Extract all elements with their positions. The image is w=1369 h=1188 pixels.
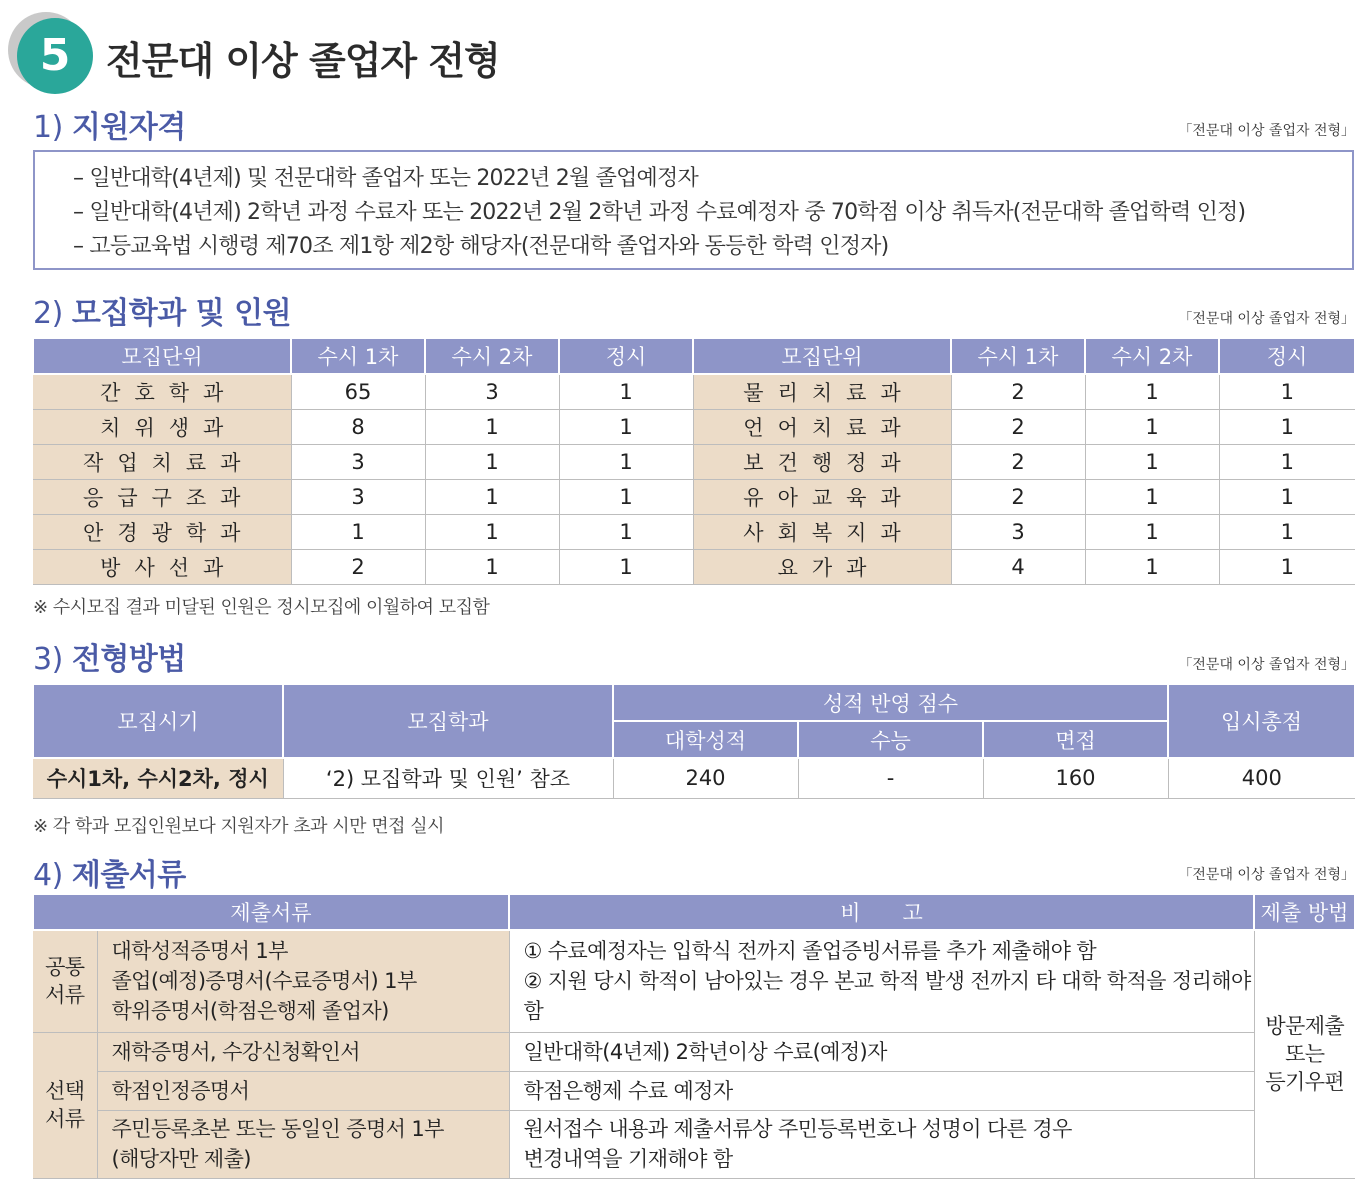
col-header: 수시 2차: [425, 338, 559, 374]
count-cell: 1: [425, 479, 559, 514]
dept-name-cell: 방사선과: [33, 549, 291, 584]
table-row: [33, 514, 1355, 549]
section-2-number: 2): [33, 296, 63, 331]
col-header: 수시 2차: [1085, 338, 1219, 374]
col-header-grade: 대학성적: [613, 721, 798, 758]
section-1-number: 1): [33, 110, 63, 145]
count-cell: 2: [951, 374, 1085, 409]
select-doc-cell: 학점인정증명서: [97, 1071, 509, 1110]
section-number-badge: 5: [17, 18, 93, 94]
count-cell: 8: [291, 409, 425, 444]
selection-note: ※ 각 학과 모집인원보다 지원자가 초과 시만 면접 실시: [33, 816, 445, 837]
count-cell: 3: [951, 514, 1085, 549]
col-header: 모집단위: [33, 338, 291, 374]
qualification-line: – 일반대학(4년제) 및 전문대학 졸업자 또는 2022년 2월 졸업예정자: [73, 166, 698, 191]
table-row: [33, 479, 1355, 514]
section-3-label: 전형방법: [71, 642, 186, 677]
section-4-title: [33, 850, 186, 894]
col-header: 수시 1차: [951, 338, 1085, 374]
common-docs-label: 공통 서류: [33, 930, 97, 1032]
col-header-total: 입시총점: [1168, 684, 1355, 758]
dept-name-cell: 응급구조과: [33, 479, 291, 514]
count-cell: 4: [951, 549, 1085, 584]
count-cell: 1: [1219, 549, 1355, 584]
common-docs-cell: [97, 930, 509, 1032]
select-doc-cell: 재학증명서, 수강신청확인서: [97, 1032, 509, 1071]
cell-total: 400: [1168, 758, 1355, 798]
col-header-method: 제출 방법: [1254, 894, 1355, 930]
table-row: [33, 1110, 1355, 1178]
count-cell: 1: [1085, 409, 1219, 444]
section-2-title: [33, 288, 291, 332]
col-header-docs: 제출서류: [33, 894, 509, 930]
count-cell: 1: [291, 514, 425, 549]
dept-name-cell: 보건행정과: [693, 444, 951, 479]
table-row: [33, 409, 1355, 444]
cell-period: 수시1차, 수시2차, 정시: [33, 758, 283, 798]
doc-item: 대학성적증명서 1부: [111, 939, 288, 964]
common-remarks-cell: [509, 930, 1254, 1032]
count-cell: 1: [425, 409, 559, 444]
count-cell: 3: [291, 444, 425, 479]
dept-name-cell: 언어치료과: [693, 409, 951, 444]
section-1-title: [33, 102, 186, 146]
count-cell: 3: [425, 374, 559, 409]
section-1-label: 지원자격: [71, 110, 186, 145]
count-cell: 2: [291, 549, 425, 584]
doc-item: 졸업(예정)증명서(수료증명서) 1부: [111, 969, 417, 994]
section-4-label: 제출서류: [71, 858, 186, 893]
table-row: [33, 930, 1355, 1032]
table-row: [33, 549, 1355, 584]
dept-name-cell: 간호학과: [33, 374, 291, 409]
section-3-ref: 「전문대 이상 졸업자 전형」: [1178, 657, 1355, 673]
dept-name-cell: 유아교육과: [693, 479, 951, 514]
count-cell: 1: [1219, 444, 1355, 479]
count-cell: 1: [425, 444, 559, 479]
recruitment-table: [32, 337, 1356, 585]
dept-name-cell: 요가과: [693, 549, 951, 584]
section-2-ref: 「전문대 이상 졸업자 전형」: [1178, 311, 1355, 327]
col-header: 모집단위: [693, 338, 951, 374]
cell-dept: ‘2) 모집학과 및 인원’ 참조: [283, 758, 613, 798]
dept-name-cell: 치위생과: [33, 409, 291, 444]
cell-grade: 240: [613, 758, 798, 798]
count-cell: 1: [1219, 514, 1355, 549]
count-cell: 1: [1219, 409, 1355, 444]
count-cell: 1: [1085, 549, 1219, 584]
submission-method-cell: 방문제출 또는 등기우편: [1254, 930, 1355, 1178]
dept-name-cell: 안경광학과: [33, 514, 291, 549]
page-title: 전문대 이상 졸업자 전형: [106, 39, 500, 83]
cell-interview: 160: [983, 758, 1168, 798]
section-2-label: 모집학과 및 인원: [71, 296, 292, 331]
count-cell: 1: [559, 409, 693, 444]
qualification-box: [33, 150, 1354, 270]
count-cell: 2: [951, 479, 1085, 514]
table-row: [33, 1071, 1355, 1110]
select-remark-cell: 원서접수 내용과 제출서류상 주민등록번호나 성명이 다른 경우 변경내역을 기재해야 함: [509, 1110, 1254, 1178]
count-cell: 1: [559, 514, 693, 549]
col-header-dept: 모집학과: [283, 684, 613, 758]
col-header-csat: 수능: [798, 721, 983, 758]
count-cell: 1: [1085, 479, 1219, 514]
table-row: [33, 758, 1355, 798]
count-cell: 1: [1085, 444, 1219, 479]
select-docs-label: 선택 서류: [33, 1032, 97, 1178]
count-cell: 1: [425, 514, 559, 549]
doc-item: 학위증명서(학점은행제 졸업자): [111, 999, 389, 1024]
count-cell: 1: [1085, 374, 1219, 409]
count-cell: 1: [559, 549, 693, 584]
count-cell: 3: [291, 479, 425, 514]
remark-item: ① 수료예정자는 입학식 전까지 졸업증빙서류를 추가 제출해야 함: [523, 939, 1097, 964]
table-row: [33, 444, 1355, 479]
documents-table: [32, 893, 1356, 1179]
col-header: 수시 1차: [291, 338, 425, 374]
col-header-remark: 비 고: [509, 894, 1254, 930]
col-header-interview: 면접: [983, 721, 1168, 758]
col-header-score: 성적 반영 점수: [613, 684, 1168, 721]
select-remark-cell: 일반대학(4년제) 2학년이상 수료(예정)자: [509, 1032, 1254, 1071]
table-row: [33, 1032, 1355, 1071]
section-1-ref: 「전문대 이상 졸업자 전형」: [1178, 123, 1355, 139]
count-cell: 1: [425, 549, 559, 584]
table-header-row: [33, 338, 1355, 374]
count-cell: 1: [1085, 514, 1219, 549]
count-cell: 1: [1219, 479, 1355, 514]
count-cell: 1: [559, 444, 693, 479]
select-doc-cell: 주민등록초본 또는 동일인 증명서 1부 (해당자만 제출): [97, 1110, 509, 1178]
select-remark-cell: 학점은행제 수료 예정자: [509, 1071, 1254, 1110]
table-row: [33, 374, 1355, 409]
section-3-number: 3): [33, 642, 63, 677]
count-cell: 1: [559, 374, 693, 409]
remark-item: ② 지원 당시 학적이 남아있는 경우 본교 학적 발생 전까지 타 대학 학적을 정리해야 함: [523, 969, 1251, 1024]
page-header: [8, 10, 708, 90]
count-cell: 2: [951, 444, 1085, 479]
cell-csat: -: [798, 758, 983, 798]
count-cell: 1: [1219, 374, 1355, 409]
qualification-line: – 고등교육법 시행령 제70조 제1항 제2항 해당자(전문대학 졸업자와 동등한 학력 인정자): [73, 234, 889, 259]
section-4-number: 4): [33, 858, 63, 893]
dept-name-cell: 작업치료과: [33, 444, 291, 479]
count-cell: 65: [291, 374, 425, 409]
col-header-period: 모집시기: [33, 684, 283, 758]
recruitment-note: ※ 수시모집 결과 미달된 인원은 정시모집에 이월하여 모집함: [33, 597, 490, 618]
col-header: 정시: [1219, 338, 1355, 374]
section-4-ref: 「전문대 이상 졸업자 전형」: [1178, 867, 1355, 883]
dept-name-cell: 물리치료과: [693, 374, 951, 409]
dept-name-cell: 사회복지과: [693, 514, 951, 549]
count-cell: 2: [951, 409, 1085, 444]
selection-method-table: [32, 683, 1356, 799]
count-cell: 1: [559, 479, 693, 514]
qualification-line: – 일반대학(4년제) 2학년 과정 수료자 또는 2022년 2월 2학년 과정 수료예정자 중 70학점 이상 취득자(전문대학 졸업학력 인정): [73, 200, 1246, 225]
col-header: 정시: [559, 338, 693, 374]
section-3-title: [33, 634, 186, 678]
